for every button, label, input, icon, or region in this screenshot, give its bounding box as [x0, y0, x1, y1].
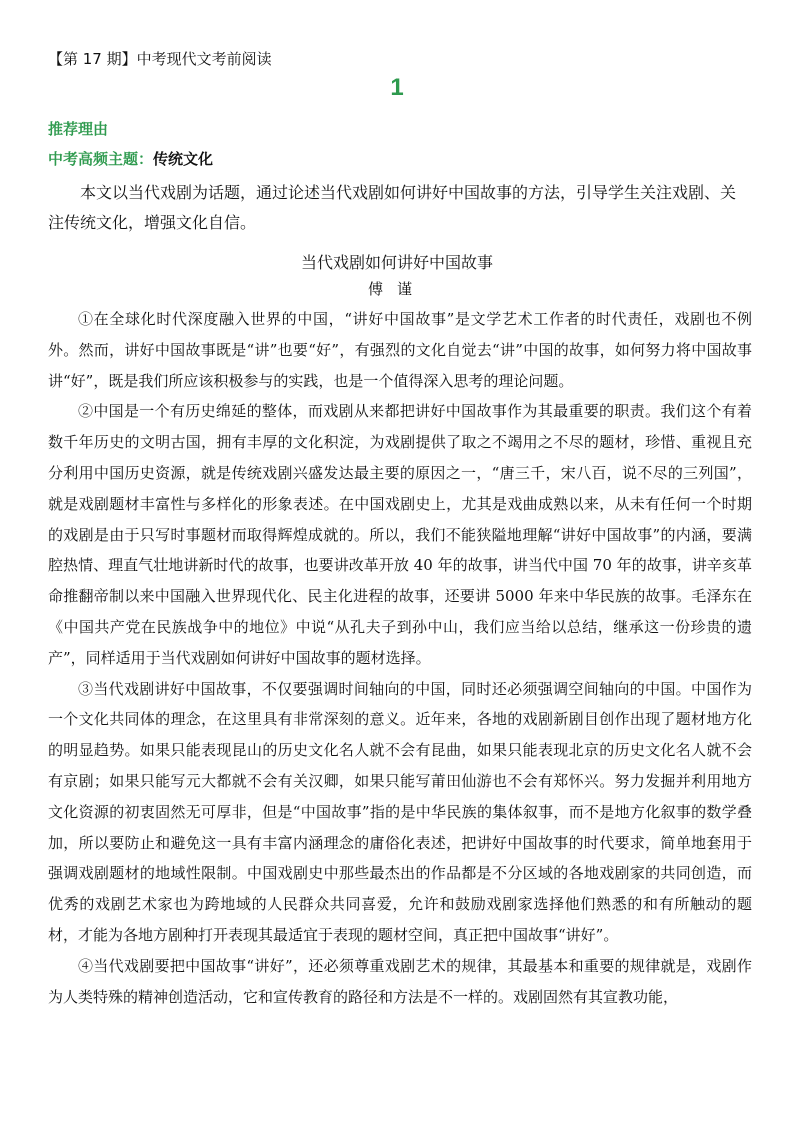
topic-value: 传统文化	[153, 150, 214, 168]
issue-number: 1	[390, 74, 404, 101]
article-body	[48, 304, 752, 1012]
issue-header: 【第 17 期】中考现代文考前阅读	[48, 50, 272, 68]
topic-line	[48, 148, 213, 169]
paragraph-3: ③当代戏剧讲好中国故事，不仅要强调时间轴向的中国，同时还必须强调空间轴向的中国。中国作为一个文化共同体的理念，在这里具有非常深刻的意义。近年来，各地的戏剧新剧目创作出现了题材地方化的明显趋势。如果只能表现昆山的历史文化名人就不会有昆曲，如果只能表现北京的历史文化名人就不会有京剧；如果只能写元大都就不会有关汉卿，如果只能写莆田仙游也不会有郑怀兴。努力发掘并利用地方文化资源的初衷固然无可厚非，但是“中国故事”指的是中华民族的集体叙事，而不是地方化叙事的数学叠加，所以要防止和避免这一具有丰富内涵理念的庸俗化表述，把讲好中国故事的时代要求，简单地套用于强调戏剧题材的地域性限制。中国戏剧史中那些最杰出的作品都是不分区域的各地戏剧家的共同创造，而优秀的戏剧艺术家也为跨地域的人民群众共同喜爱，允许和鼓励戏剧家选择他们熟悉的和有所触动的题材，才能为各地方剧种打开表现其最适宜于表现的题材空间，真正把中国故事“讲好”。	[48, 679, 752, 944]
article-author: 傅谨	[367, 280, 426, 298]
paragraph-1: ①在全球化时代深度融入世界的中国，“讲好中国故事”是文学艺术工作者的时代责任，戏剧也不例外。然而，讲好中国故事既是“讲”也要“好”，有强烈的文化自觉去“讲”中国的故事，如何努力将中国故事讲“好”，既是我们所应该积极参与的实践，也是一个值得深入思考的理论问题。	[48, 310, 752, 390]
article-title: 当代戏剧如何讲好中国故事	[300, 253, 493, 272]
paragraph-2: ②中国是一个有历史绵延的整体，而戏剧从来都把讲好中国故事作为其最重要的职责。我们这个有着数千年历史的文明古国，拥有丰厚的文化积淀，为戏剧提供了取之不竭用之不尽的题材，珍惜、重视且充分利用中国历史资源，就是传统戏剧兴盛发达最主要的原因之一，“唐三千，宋八百，说不尽的三列国”，就是戏剧题材丰富性与多样化的形象表述。在中国戏剧史上，尤其是戏曲成熟以来，从未有任何一个时期的戏剧是由于只写时事题材而取得辉煌成就的。所以，我们不能狭隘地理解“讲好中国故事”的内涵，要满腔热情、理直气壮地讲新时代的故事，也要讲改革开放 40 年的故事，讲当代中国 70 年的故事，讲辛亥革命推翻帝制以来中国融入世界现代化、民主化进程的故事，还要讲 5000 年来中华民族的故事。毛泽东在《中国共产党在民族战争中的地位》中说“从孔夫子到孙中山，我们应当给以总结，继承这一份珍贵的遗产”，同样适用于当代戏剧如何讲好中国故事的题材选择。	[48, 402, 752, 667]
paragraph-4: ④当代戏剧要把中国故事“讲好”，还必须尊重戏剧艺术的规律，其最基本和重要的规律就是，戏剧作为人类特殊的精神创造活动，它和宣传教育的路径和方法是不一样的。戏剧固然有其宣教功能，	[48, 956, 752, 1006]
recommendation-heading: 推荐理由	[48, 120, 109, 138]
topic-label: 中考高频主题：	[48, 150, 154, 168]
recommendation-intro: 本文以当代戏剧为话题，通过论述当代戏剧如何讲好中国故事的方法，引导学生关注戏剧、关注传统文化，增强文化自信。	[48, 183, 737, 232]
